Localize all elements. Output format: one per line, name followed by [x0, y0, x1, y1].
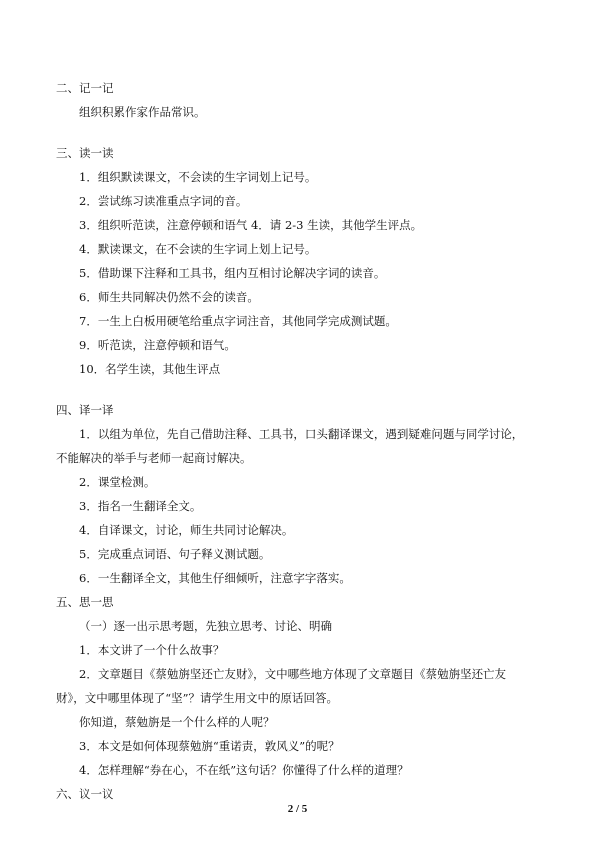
section-5-intro: （一）逐一出示思考题，先独立思考、讨论、明确	[79, 619, 332, 633]
list-item: 1．组织默读课文，不会读的生字词划上记号。	[79, 170, 317, 184]
question-2: 2．文章题目《蔡勉旃坚还亡友财》，文中哪些地方体现了文章题目《蔡勉旃坚还亡友	[79, 667, 507, 681]
list-item: 5．完成重点词语、句子释义测试题。	[79, 547, 271, 561]
list-item: 10．名学生读，其他生评点	[79, 362, 221, 376]
question-4: 4．怎样理解“券在心，不在纸”这句话？你懂得了什么样的道理？	[79, 763, 409, 777]
question-2-followup: 你知道，蔡勉旃是一个什么样的人呢？	[79, 715, 275, 729]
question-3: 3．本文是如何体现蔡勉旃“重诺责，敦风义”的呢？	[79, 739, 340, 753]
list-item: 9．听范读，注意停顿和语气。	[79, 338, 236, 352]
section-4-heading: 四、译一译	[56, 403, 114, 417]
section-3-heading: 三、读一读	[56, 146, 114, 160]
list-item: 2．尝试练习读准重点字词的音。	[79, 194, 248, 208]
list-item: 5．借助课下注释和工具书，组内互相讨论解决字词的读音。	[79, 266, 386, 280]
section-5-heading: 五、思一思	[56, 595, 114, 609]
page-number: 2 / 5	[287, 803, 308, 815]
question-1: 1．本文讲了一个什么故事？	[79, 643, 225, 657]
list-item: 2．课堂检测。	[79, 475, 156, 489]
list-item: 6．师生共同解决仍然不会的读音。	[79, 290, 259, 304]
section-2-heading: 二、记一记	[56, 81, 114, 95]
list-item: 4．自译课文，讨论，师生共同讨论解决。	[79, 523, 294, 537]
list-item: 7．一生上白板用硬笔给重点字词注音，其他同学完成测试题。	[79, 314, 397, 328]
list-item-continuation: 不能解决的举手与老师一起商讨解决。	[56, 451, 252, 465]
section-6-heading: 六、议一议	[56, 787, 114, 801]
list-item: 3．指名一生翻译全文。	[79, 499, 202, 513]
list-item: 1．以组为单位，先自己借助注释、工具书，口头翻译课文，遇到疑难问题与同学讨论，	[79, 427, 524, 441]
section-2-line: 组织积累作家作品常识。	[79, 105, 206, 119]
list-item: 3．组织听范读，注意停顿和语气 4．请 2-3 生读，其他学生评点。	[79, 218, 423, 232]
question-2-continuation: 财》，文中哪里体现了“坚”？请学生用文中的原话回答。	[56, 691, 339, 705]
list-item: 4．默读课文，在不会读的生字词上划上记号。	[79, 242, 317, 256]
list-item: 6．一生翻译全文，其他生仔细倾听，注意字字落实。	[79, 571, 351, 585]
